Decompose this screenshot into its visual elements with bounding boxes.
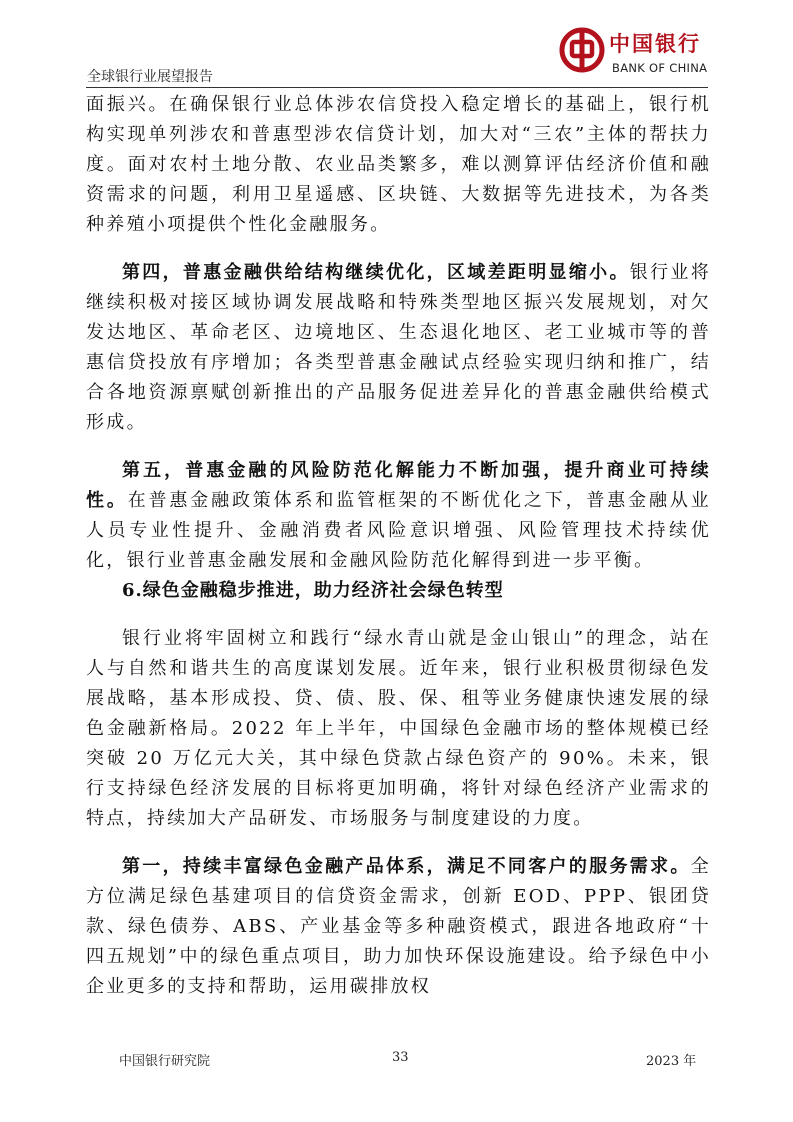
bank-of-china-logo — [557, 23, 712, 83]
paragraph-first-point — [86, 852, 711, 1002]
paragraph-rural-finance: 面振兴。在确保银行业总体涉农信贷投入稳定增长的基础上，银行机构实现单列涉农和普惠型涉农信贷计划，加大对“三农”主体的帮扶力度。面对农村土地分散、农业品类繁多，难以测算评估经济价值和融资需求的问题，利用卫星遥感、区块链、大数据等先进技术，为各类种养殖小项提供个性化金融服务。 — [86, 94, 711, 235]
paragraph-lead: 第四，普惠金融供给结构继续优化，区域差距明显缩小。 — [122, 262, 630, 283]
paragraph-fifth-point — [86, 456, 711, 576]
paragraph-body: 在普惠金融政策体系和监管框架的不断优化之下，普惠金融从业人员专业性提升、金融消费者风险意识增强、风险管理技术持续优化，银行业普惠金融发展和金融风险防范化解得到进一步平衡。 — [86, 490, 711, 571]
page-number: 33 — [392, 1050, 409, 1065]
paragraph-body: 全方位满足绿色基建项目的信贷资金需求，创新 EOD、PPP、银团贷款、绿色债券、ABS、产业基金等多种融资模式，跟进各地政府“十四五规划”中的绿色重点项目，助力加快环保设施建设。给予绿色中小企业更多的支持和帮助，运用碳排放权 — [86, 856, 711, 997]
logo-english-name: BANK OF CHINA — [612, 61, 708, 75]
paragraph-lead: 第五，普惠金融的风险防范化解能力不断加强，提升商业可持续性。 — [86, 460, 711, 511]
paragraph-body: 银行业将继续积极对接区域协调发展战略和特殊类型地区振兴发展规划，对欠发达地区、革命老区、边境地区、生态退化地区、老工业城市等的普惠信贷投放有序增加；各类型普惠金融试点经验实现归纳和推广，结合各地资源禀赋创新推出的产品服务促进差异化的普惠金融供给模式形成。 — [86, 262, 711, 433]
report-title: 全球银行业展望报告 — [87, 69, 213, 85]
logo-chinese-name: 中国银行 — [609, 31, 701, 56]
paragraph-green-finance-intro: 银行业将牢固树立和践行“绿水青山就是金山银山”的理念，站在人与自然和谐共生的高度谋划发展。近年来，银行业积极贯彻绿色发展战略，基本形成投、贷、债、股、保、租等业务健康快速发展的绿色金融新格局。2022 年上半年，中国绿色金融市场的整体规模已经突破 20 万亿元大关，其中绿色贷款占绿色资产的 90%。未来，银行支持绿色经济发展的目标将更加明确，将针对绿色经济产业需求的特点，持续加大产品研发、市场服务与制度建设的力度。 — [86, 628, 711, 829]
boc-emblem-icon — [559, 27, 605, 73]
paragraph-lead: 第一，持续丰富绿色金融产品体系，满足不同客户的服务需求。 — [122, 856, 691, 877]
section-heading-green-finance: 6.绿色金融稳步推进，助力经济社会绿色转型 — [122, 580, 504, 601]
footer-institute: 中国银行研究院 — [119, 1054, 211, 1069]
footer-year: 2023 年 — [646, 1054, 697, 1069]
paragraph-fourth-point — [86, 258, 711, 438]
body-content — [86, 90, 711, 1002]
header-divider — [86, 87, 708, 88]
